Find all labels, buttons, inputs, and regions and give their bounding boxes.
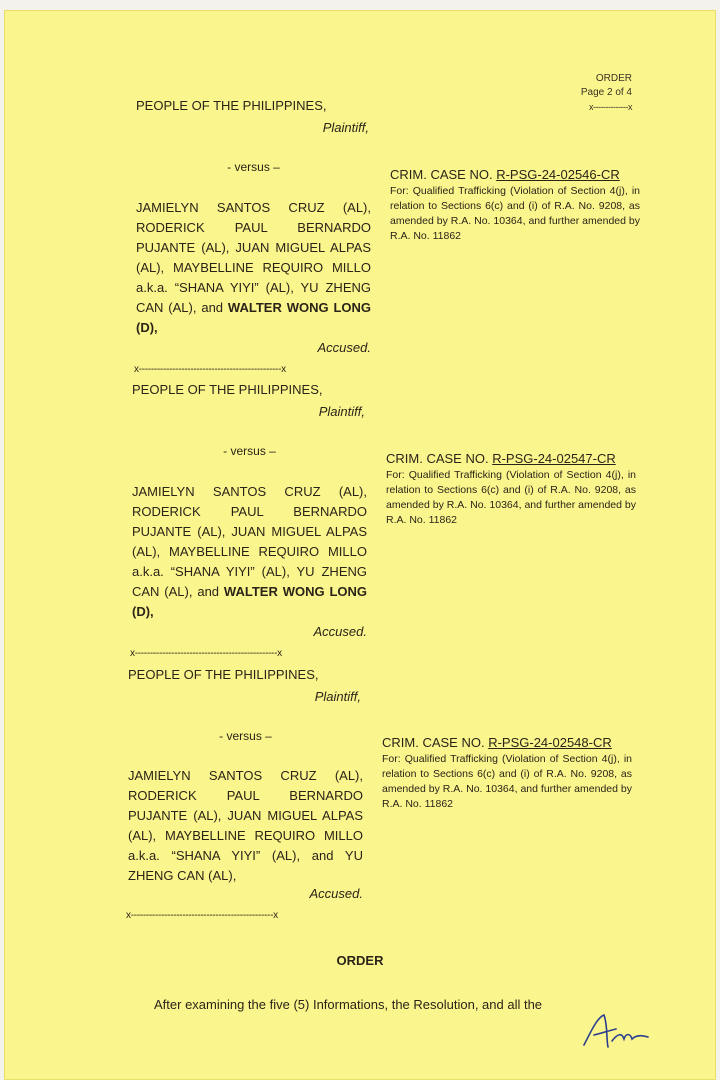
case-1-separator: x-----------------------------------------------x xyxy=(134,364,286,375)
case-1-case-prefix: CRIM. CASE NO. xyxy=(390,167,493,182)
case-2-accused-list xyxy=(132,482,367,622)
case-3-accused-label: Accused. xyxy=(309,886,363,901)
case-1-versus: - versus – xyxy=(227,160,280,174)
case-1-case-no xyxy=(390,166,640,184)
case-3-plaintiff: Plaintiff, xyxy=(314,689,361,704)
case-2-plaintiff: Plaintiff, xyxy=(318,404,365,419)
case-2-separator: x-----------------------------------------------x xyxy=(130,648,282,659)
case-2-caption xyxy=(386,450,636,528)
page-number: Page 2 of 4 xyxy=(580,87,632,98)
case-2-case-number: R-PSG-24-02547-CR xyxy=(492,451,616,466)
case-3-case-number: R-PSG-24-02548-CR xyxy=(488,735,612,750)
case-3-caption xyxy=(382,734,632,812)
case-1-case-number: R-PSG-24-02546-CR xyxy=(496,167,620,182)
case-3-accused-names: JAMIELYN SANTOS CRUZ (AL), RODERICK PAUL BERNARDO PUJANTE (AL), JUAN MIGUEL ALPAS (AL), MAYBELLINE REQUIRO MILLO a.k.a. “SHANA YIYI” (AL), and YU ZHENG CAN (AL), xyxy=(128,768,363,883)
case-1-accused-bold: WALTER WONG LONG (D), xyxy=(136,300,371,335)
page-header xyxy=(581,72,632,114)
case-3-case-prefix: CRIM. CASE NO. xyxy=(382,735,485,750)
case-3-case-no xyxy=(382,734,632,752)
header-separator: x--------------x xyxy=(589,102,632,112)
case-2-case-prefix: CRIM. CASE NO. xyxy=(386,451,489,466)
case-1-caption xyxy=(390,166,640,244)
case-2-versus: - versus – xyxy=(223,444,276,458)
case-2-case-no xyxy=(386,450,636,468)
case-3-versus: - versus – xyxy=(219,729,272,743)
case-1-accused-label: Accused. xyxy=(317,340,371,355)
case-3-separator: x-----------------------------------------------x xyxy=(126,910,278,921)
case-1-accused-names: JAMIELYN SANTOS CRUZ (AL), RODERICK PAUL BERNARDO PUJANTE (AL), JUAN MIGUEL ALPAS (AL), MAYBELLINE REQUIRO MILLO a.k.a. “SHANA YIYI” (AL), YU ZHENG CAN (AL), and xyxy=(136,200,371,315)
case-1-people: PEOPLE OF THE PHILIPPINES, xyxy=(136,98,327,113)
case-2-people: PEOPLE OF THE PHILIPPINES, xyxy=(132,382,323,397)
case-2-accused-names: JAMIELYN SANTOS CRUZ (AL), RODERICK PAUL BERNARDO PUJANTE (AL), JUAN MIGUEL ALPAS (AL), MAYBELLINE REQUIRO MILLO a.k.a. “SHANA YIYI” (AL), YU ZHENG CAN (AL), and xyxy=(132,484,367,599)
doc-type-label: ORDER xyxy=(595,73,632,84)
case-1-plaintiff: Plaintiff, xyxy=(322,120,369,135)
case-2-accused-label: Accused. xyxy=(313,624,367,639)
document-page xyxy=(4,10,716,1080)
signature-icon xyxy=(578,1007,658,1057)
case-3-people: PEOPLE OF THE PHILIPPINES, xyxy=(128,667,319,682)
case-1-description: For: Qualified Trafficking (Violation of Section 4(j), in relation to Sections 6(c) and (i) of R.A. No. 9208, as amended by R.A. No. 10364, and further amended by R.A. No. 11862 xyxy=(390,185,640,242)
order-body-text: After examining the five (5) Informations, the Resolution, and all the xyxy=(154,997,543,1012)
case-1-accused-list xyxy=(136,198,371,338)
case-3-accused-list xyxy=(128,766,363,886)
case-3-description: For: Qualified Trafficking (Violation of Section 4(j), in relation to Sections 6(c) and (i) of R.A. No. 9208, as amended by R.A. No. 10364, and further amended by R.A. No. 11862 xyxy=(382,753,632,810)
case-2-accused-bold: WALTER WONG LONG (D), xyxy=(132,584,367,619)
order-title: ORDER xyxy=(336,953,384,968)
case-2-description: For: Qualified Trafficking (Violation of Section 4(j), in relation to Sections 6(c) and (i) of R.A. No. 9208, as amended by R.A. No. 10364, and further amended by R.A. No. 11862 xyxy=(386,469,636,526)
